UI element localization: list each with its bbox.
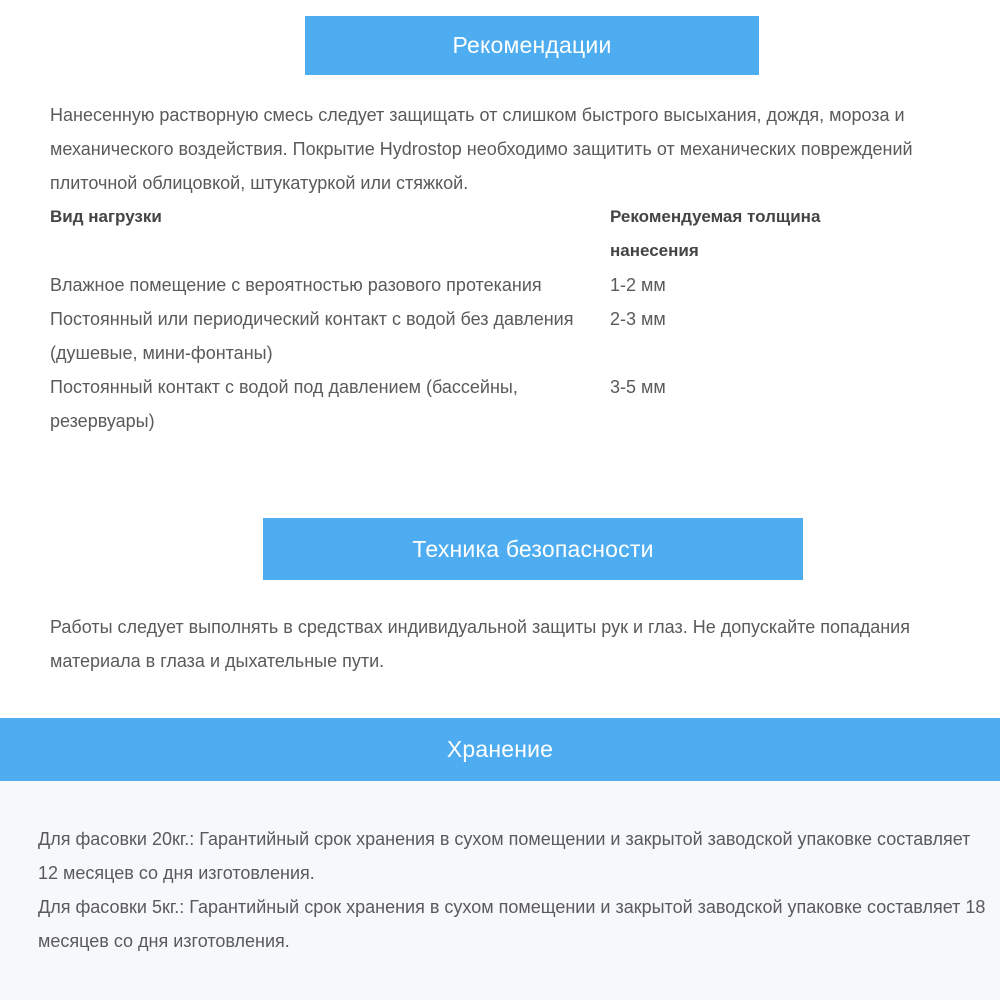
- load-table: [50, 200, 970, 438]
- storage-paragraph: [38, 822, 988, 958]
- thickness-cell: 2-3 мм: [610, 309, 666, 329]
- storage-heading: [0, 718, 1000, 781]
- recommendations-paragraph: Нанесенную растворную смесь следует защищать от слишком быстрого высыхания, дождя, мороза и механического воздействия. Покрытие Hydrostop необходимо защитить от механических повреждений плиточной облицовкой, штукатуркой или стяжкой.: [50, 105, 913, 193]
- recommendations-title: Рекомендации: [452, 32, 612, 58]
- table-row: [50, 370, 970, 438]
- storage-line-20kg: Для фасовки 20кг.: Гарантийный срок хранения в сухом помещении и закрытой заводской упаковке составляет 12 месяцев со дня изготовления.: [38, 829, 971, 883]
- safety-title: Техника безопасности: [412, 535, 654, 562]
- load-type-cell: Влажное помещение с вероятностью разового протекания: [50, 275, 542, 295]
- load-type-cell: Постоянный контакт с водой под давлением (бассейны, резервуары): [50, 377, 518, 431]
- header-load-type: Вид нагрузки: [50, 207, 162, 226]
- storage-line-5kg: Для фасовки 5кг.: Гарантийный срок хранения в сухом помещении и закрытой заводской упаковке составляет 18 месяцев со дня изготовления.: [38, 897, 986, 951]
- recommendations-heading: [305, 16, 759, 75]
- header-thickness: Рекомендуемая толщина нанесения: [610, 207, 821, 260]
- storage-title: Хранение: [446, 736, 554, 762]
- thickness-cell: 1-2 мм: [610, 275, 666, 295]
- load-type-cell: Постоянный или периодический контакт с водой без давления (душевые, мини-фонтаны): [50, 309, 574, 363]
- thickness-cell: 3-5 мм: [610, 377, 666, 397]
- safety-heading: [263, 518, 803, 580]
- safety-paragraph: Работы следует выполнять в средствах индивидуальной защиты рук и глаз. Не допускайте попадания материала в глаза и дыхательные пути.: [50, 617, 910, 671]
- table-row: [50, 302, 970, 370]
- load-table-header: [50, 200, 970, 268]
- table-row: [50, 268, 970, 302]
